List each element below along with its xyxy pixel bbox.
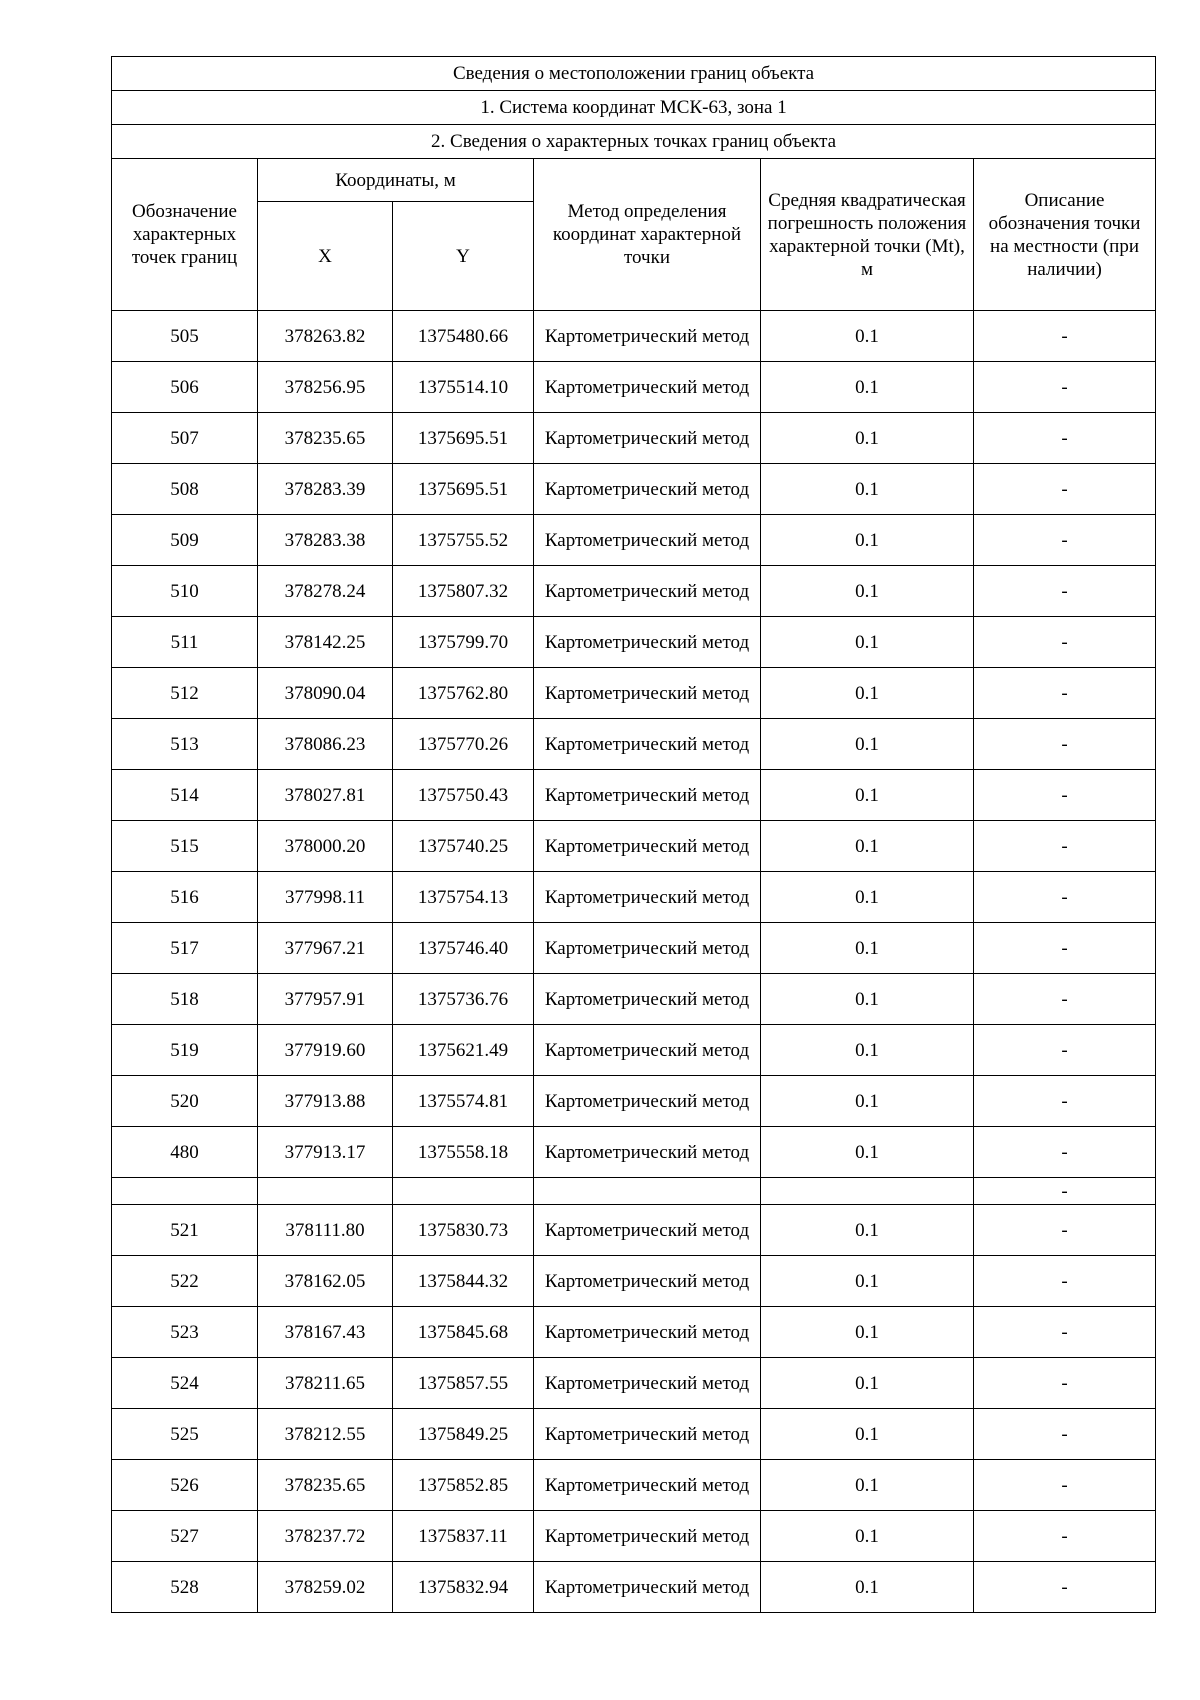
description-cell: - <box>974 1025 1156 1076</box>
description-cell: - <box>974 1205 1156 1256</box>
y-cell: 1375746.40 <box>393 923 534 974</box>
description-cell: - <box>974 719 1156 770</box>
x-cell: 378283.39 <box>258 464 393 515</box>
table-row <box>112 770 1156 821</box>
method-cell: Картометрический метод <box>534 821 761 872</box>
description-cell: - <box>974 1256 1156 1307</box>
description-cell: - <box>974 464 1156 515</box>
error-cell: 0.1 <box>761 974 974 1025</box>
error-cell: 0.1 <box>761 413 974 464</box>
table-row <box>112 923 1156 974</box>
method-cell: Картометрический метод <box>534 770 761 821</box>
x-cell: 378162.05 <box>258 1256 393 1307</box>
point-cell: 526 <box>112 1460 258 1511</box>
method-cell: Картометрический метод <box>534 515 761 566</box>
point-cell: 518 <box>112 974 258 1025</box>
table-row <box>112 1358 1156 1409</box>
description-cell: - <box>974 311 1156 362</box>
point-cell: 505 <box>112 311 258 362</box>
point-cell: 524 <box>112 1358 258 1409</box>
error-cell: 0.1 <box>761 668 974 719</box>
y-cell: 1375755.52 <box>393 515 534 566</box>
description-cell: - <box>974 1076 1156 1127</box>
description-cell: - <box>974 1307 1156 1358</box>
point-cell: 521 <box>112 1205 258 1256</box>
y-cell: 1375695.51 <box>393 464 534 515</box>
x-cell: 378027.81 <box>258 770 393 821</box>
point-cell: 522 <box>112 1256 258 1307</box>
y-cell: 1375740.25 <box>393 821 534 872</box>
section-title-row <box>112 125 1156 159</box>
point-cell: 517 <box>112 923 258 974</box>
table-row <box>112 413 1156 464</box>
description-cell: - <box>974 566 1156 617</box>
method-cell: Картометрический метод <box>534 1562 761 1613</box>
table-row <box>112 1127 1156 1178</box>
y-cell: 1375849.25 <box>393 1409 534 1460</box>
method-cell: Картометрический метод <box>534 413 761 464</box>
x-cell: 378237.72 <box>258 1511 393 1562</box>
error-cell: 0.1 <box>761 1205 974 1256</box>
description-cell: - <box>974 1409 1156 1460</box>
x-cell: 377913.88 <box>258 1076 393 1127</box>
point-cell: 527 <box>112 1511 258 1562</box>
x-cell: 378211.65 <box>258 1358 393 1409</box>
table-row <box>112 1562 1156 1613</box>
point-cell: 515 <box>112 821 258 872</box>
y-cell: 1375852.85 <box>393 1460 534 1511</box>
method-cell: Картометрический метод <box>534 668 761 719</box>
header-method: Метод определения координат характерной точки <box>534 159 761 311</box>
error-cell: 0.1 <box>761 872 974 923</box>
method-cell <box>534 1178 761 1205</box>
point-cell: 509 <box>112 515 258 566</box>
method-cell: Картометрический метод <box>534 872 761 923</box>
y-cell: 1375807.32 <box>393 566 534 617</box>
error-cell: 0.1 <box>761 1025 974 1076</box>
x-cell: 378086.23 <box>258 719 393 770</box>
table-title: Сведения о местоположении границ объекта <box>112 57 1156 91</box>
point-cell: 512 <box>112 668 258 719</box>
x-cell: 378000.20 <box>258 821 393 872</box>
table-row <box>112 1076 1156 1127</box>
error-cell <box>761 1178 974 1205</box>
x-cell: 378256.95 <box>258 362 393 413</box>
method-cell: Картометрический метод <box>534 362 761 413</box>
description-cell: - <box>974 1562 1156 1613</box>
error-cell: 0.1 <box>761 1127 974 1178</box>
point-cell: 508 <box>112 464 258 515</box>
error-cell: 0.1 <box>761 464 974 515</box>
table-row <box>112 311 1156 362</box>
y-cell: 1375857.55 <box>393 1358 534 1409</box>
table-row <box>112 464 1156 515</box>
method-cell: Картометрический метод <box>534 1076 761 1127</box>
table-row <box>112 515 1156 566</box>
error-cell: 0.1 <box>761 362 974 413</box>
y-cell: 1375830.73 <box>393 1205 534 1256</box>
point-cell: 519 <box>112 1025 258 1076</box>
description-cell: - <box>974 1460 1156 1511</box>
coordinate-system: 1. Система координат МСК-63, зона 1 <box>112 91 1156 125</box>
error-cell: 0.1 <box>761 566 974 617</box>
method-cell: Картометрический метод <box>534 1307 761 1358</box>
table-title-row <box>112 57 1156 91</box>
method-cell: Картометрический метод <box>534 1127 761 1178</box>
x-cell: 377967.21 <box>258 923 393 974</box>
method-cell: Картометрический метод <box>534 1205 761 1256</box>
y-cell <box>393 1178 534 1205</box>
y-cell: 1375514.10 <box>393 362 534 413</box>
description-cell: - <box>974 974 1156 1025</box>
table-row <box>112 1409 1156 1460</box>
description-cell: - <box>974 872 1156 923</box>
y-cell: 1375736.76 <box>393 974 534 1025</box>
point-cell: 516 <box>112 872 258 923</box>
header-row-1 <box>112 159 1156 202</box>
point-cell: 528 <box>112 1562 258 1613</box>
x-cell: 378235.65 <box>258 1460 393 1511</box>
point-cell: 507 <box>112 413 258 464</box>
method-cell: Картометрический метод <box>534 1358 761 1409</box>
section-title: 2. Сведения о характерных точках границ объекта <box>112 125 1156 159</box>
table-row <box>112 362 1156 413</box>
table-row <box>112 1205 1156 1256</box>
x-cell: 378283.38 <box>258 515 393 566</box>
error-cell: 0.1 <box>761 1076 974 1127</box>
x-cell: 378142.25 <box>258 617 393 668</box>
y-cell: 1375762.80 <box>393 668 534 719</box>
method-cell: Картометрический метод <box>534 617 761 668</box>
x-cell: 378111.80 <box>258 1205 393 1256</box>
header-y: Y <box>393 202 534 311</box>
header-coords: Координаты, м <box>258 159 534 202</box>
error-cell: 0.1 <box>761 515 974 566</box>
x-cell <box>258 1178 393 1205</box>
description-cell: - <box>974 821 1156 872</box>
x-cell: 378263.82 <box>258 311 393 362</box>
table-row <box>112 1025 1156 1076</box>
x-cell: 377913.17 <box>258 1127 393 1178</box>
table-row <box>112 821 1156 872</box>
point-cell: 506 <box>112 362 258 413</box>
description-cell: - <box>974 1178 1156 1205</box>
error-cell: 0.1 <box>761 1409 974 1460</box>
method-cell: Картометрический метод <box>534 719 761 770</box>
description-cell: - <box>974 1127 1156 1178</box>
method-cell: Картометрический метод <box>534 1409 761 1460</box>
error-cell: 0.1 <box>761 1358 974 1409</box>
description-cell: - <box>974 617 1156 668</box>
point-cell: 514 <box>112 770 258 821</box>
method-cell: Картометрический метод <box>534 1256 761 1307</box>
point-cell: 520 <box>112 1076 258 1127</box>
table-row <box>112 617 1156 668</box>
table-row <box>112 668 1156 719</box>
method-cell: Картометрический метод <box>534 1025 761 1076</box>
x-cell: 378167.43 <box>258 1307 393 1358</box>
description-cell: - <box>974 770 1156 821</box>
y-cell: 1375754.13 <box>393 872 534 923</box>
x-cell: 377919.60 <box>258 1025 393 1076</box>
description-cell: - <box>974 668 1156 719</box>
y-cell: 1375832.94 <box>393 1562 534 1613</box>
error-cell: 0.1 <box>761 1256 974 1307</box>
error-cell: 0.1 <box>761 1460 974 1511</box>
y-cell: 1375558.18 <box>393 1127 534 1178</box>
y-cell: 1375799.70 <box>393 617 534 668</box>
method-cell: Картометрический метод <box>534 1511 761 1562</box>
table-row <box>112 566 1156 617</box>
point-cell: 510 <box>112 566 258 617</box>
header-x: X <box>258 202 393 311</box>
error-cell: 0.1 <box>761 1511 974 1562</box>
error-cell: 0.1 <box>761 1307 974 1358</box>
description-cell: - <box>974 923 1156 974</box>
header-description: Описание обозначения точки на местности (при наличии) <box>974 159 1156 311</box>
table-row <box>112 1307 1156 1358</box>
y-cell: 1375750.43 <box>393 770 534 821</box>
point-cell: 523 <box>112 1307 258 1358</box>
point-cell <box>112 1178 258 1205</box>
method-cell: Картометрический метод <box>534 974 761 1025</box>
y-cell: 1375574.81 <box>393 1076 534 1127</box>
method-cell: Картометрический метод <box>534 311 761 362</box>
header-point: Обозначение характерных точек границ <box>112 159 258 311</box>
x-cell: 377998.11 <box>258 872 393 923</box>
method-cell: Картометрический метод <box>534 1460 761 1511</box>
table-row <box>112 872 1156 923</box>
table-row <box>112 1460 1156 1511</box>
x-cell: 378235.65 <box>258 413 393 464</box>
description-cell: - <box>974 515 1156 566</box>
table-row <box>112 1256 1156 1307</box>
y-cell: 1375621.49 <box>393 1025 534 1076</box>
y-cell: 1375770.26 <box>393 719 534 770</box>
table-row <box>112 974 1156 1025</box>
error-cell: 0.1 <box>761 923 974 974</box>
x-cell: 378090.04 <box>258 668 393 719</box>
method-cell: Картометрический метод <box>534 464 761 515</box>
y-cell: 1375695.51 <box>393 413 534 464</box>
table-row <box>112 1511 1156 1562</box>
x-cell: 378278.24 <box>258 566 393 617</box>
error-cell: 0.1 <box>761 311 974 362</box>
x-cell: 378212.55 <box>258 1409 393 1460</box>
error-cell: 0.1 <box>761 821 974 872</box>
table-row <box>112 719 1156 770</box>
table-row <box>112 1178 1156 1205</box>
point-cell: 511 <box>112 617 258 668</box>
error-cell: 0.1 <box>761 770 974 821</box>
y-cell: 1375844.32 <box>393 1256 534 1307</box>
boundary-points-table <box>111 56 1156 1613</box>
error-cell: 0.1 <box>761 719 974 770</box>
point-cell: 513 <box>112 719 258 770</box>
description-cell: - <box>974 413 1156 464</box>
description-cell: - <box>974 1511 1156 1562</box>
method-cell: Картометрический метод <box>534 566 761 617</box>
description-cell: - <box>974 1358 1156 1409</box>
error-cell: 0.1 <box>761 1562 974 1613</box>
y-cell: 1375480.66 <box>393 311 534 362</box>
x-cell: 377957.91 <box>258 974 393 1025</box>
point-cell: 525 <box>112 1409 258 1460</box>
y-cell: 1375845.68 <box>393 1307 534 1358</box>
method-cell: Картометрический метод <box>534 923 761 974</box>
description-cell: - <box>974 362 1156 413</box>
header-error: Средняя квадратическая погрешность положения характерной точки (Mt), м <box>761 159 974 311</box>
coordinate-system-row <box>112 91 1156 125</box>
x-cell: 378259.02 <box>258 1562 393 1613</box>
y-cell: 1375837.11 <box>393 1511 534 1562</box>
point-cell: 480 <box>112 1127 258 1178</box>
error-cell: 0.1 <box>761 617 974 668</box>
